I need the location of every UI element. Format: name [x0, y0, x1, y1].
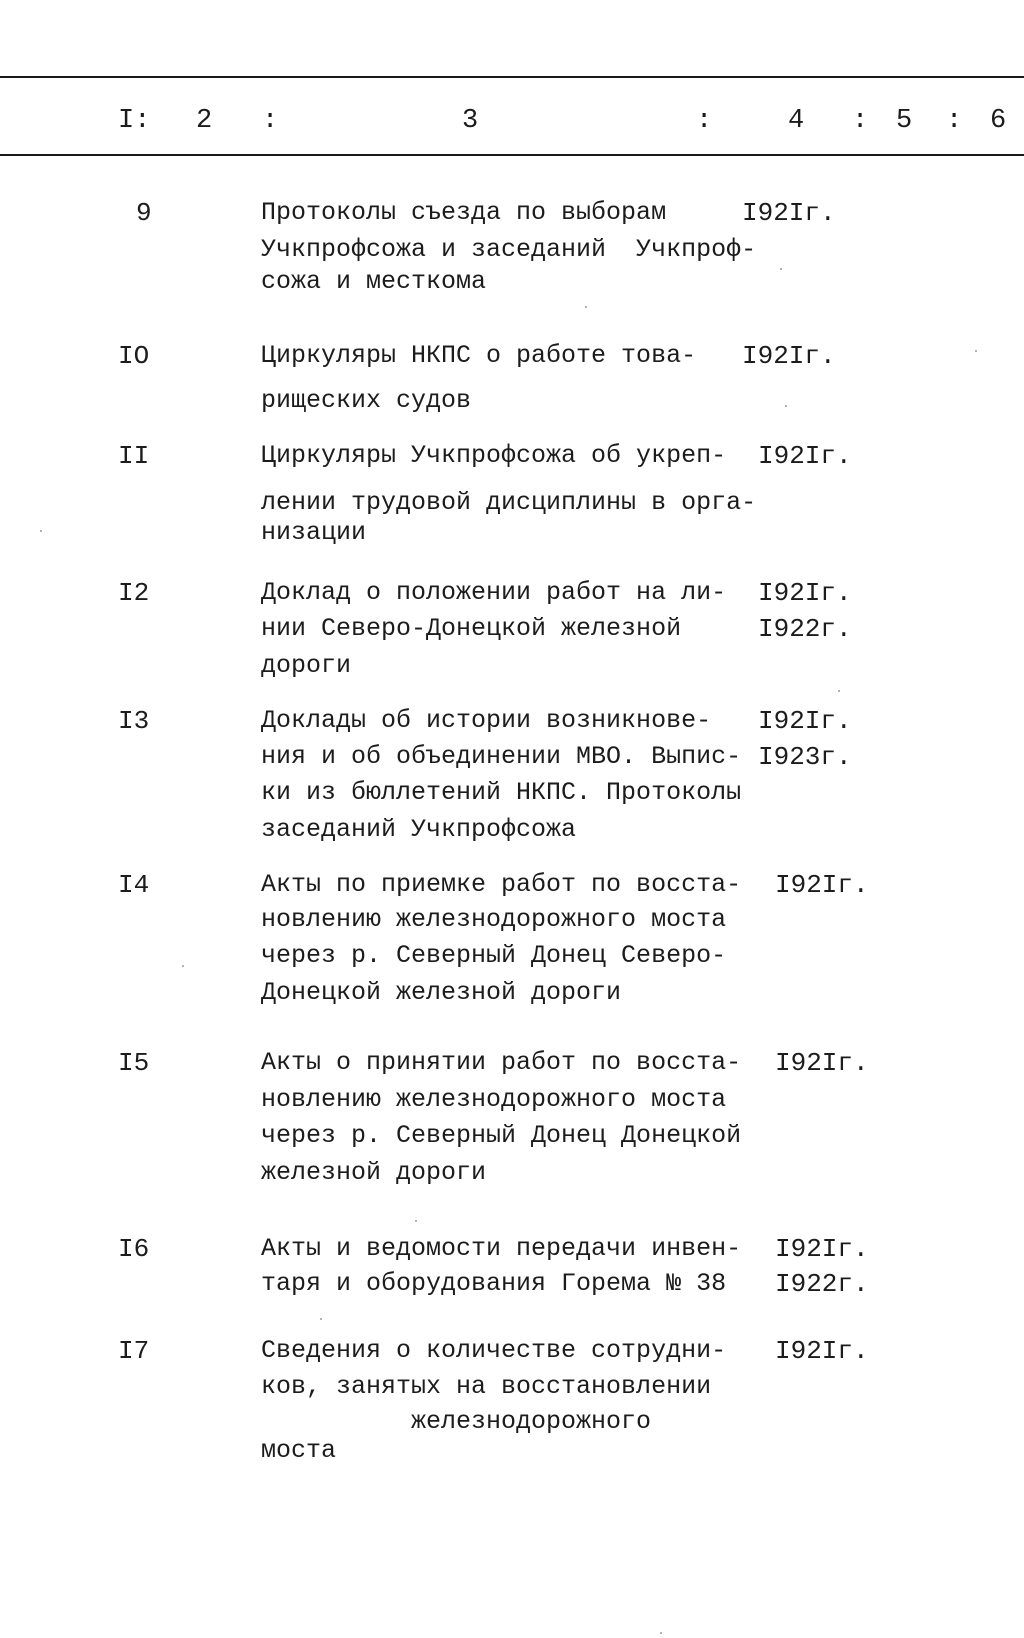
column-separator: : — [946, 106, 963, 136]
entry-title-line: низации — [261, 518, 367, 547]
entry-title-line: таря и оборудования Горема № 38 — [261, 1269, 727, 1298]
column-2-number: 2 — [196, 106, 213, 136]
entry-title-line: ки из бюллетений НКПС. Протоколы — [261, 778, 742, 807]
entry-date: I92Iг. — [758, 706, 852, 736]
entry-date: I923г. — [758, 742, 852, 772]
entry-title-line: Донецкой железной дороги — [261, 978, 622, 1007]
column-separator: : — [262, 106, 279, 136]
entry-date: I92Iг. — [775, 1234, 869, 1264]
scan-speck — [182, 965, 184, 967]
entry-date: I92Iг. — [775, 1048, 869, 1078]
entry-date: I92Iг. — [775, 870, 869, 900]
entry-title-line: сожа и месткома — [261, 267, 487, 296]
scan-speck — [585, 306, 587, 308]
header-bottom-rule — [0, 154, 1024, 156]
scan-speck — [660, 1632, 662, 1634]
entry-date: I922г. — [775, 1269, 869, 1299]
entry-number: I3 — [118, 706, 150, 736]
entry-title-line: железнодорожного — [261, 1407, 652, 1436]
column-separator: : — [696, 106, 713, 136]
entry-title-line: ков, занятых на восстановлении — [261, 1372, 712, 1401]
entry-date: I92Iг. — [758, 578, 852, 608]
scan-speck — [780, 268, 782, 270]
entry-number: I5 — [118, 1048, 150, 1078]
entry-title-line: Доклады об истории возникнове- — [261, 706, 712, 735]
entry-date: I922г. — [758, 614, 852, 644]
entry-title-line: Доклад о положении работ на ли- — [261, 578, 727, 607]
entry-title-line: моста — [261, 1436, 337, 1465]
entry-number: I6 — [118, 1234, 150, 1264]
column-3-number: 3 — [462, 106, 479, 136]
column-6-number: 6 — [990, 106, 1007, 136]
entry-title-line: Акты по приемке работ по восста- — [261, 870, 742, 899]
column-separator: : — [852, 106, 869, 136]
entry-number: I2 — [118, 578, 150, 608]
entry-number: I7 — [118, 1336, 150, 1366]
entry-title-line: Протоколы съезда по выборам — [261, 198, 667, 227]
entry-title-line: Учкпрофсожа и заседаний Учкпроф- — [261, 235, 757, 264]
scan-speck — [838, 690, 840, 692]
entry-title-line: ния и об объединении МВО. Выпис- — [261, 742, 742, 771]
entry-title-line: заседаний Учкпрофсожа — [261, 815, 577, 844]
entry-title-line: дороги — [261, 651, 352, 680]
header-top-rule — [0, 76, 1024, 78]
entry-number: 9 — [136, 198, 152, 228]
entry-date: I92Iг. — [758, 441, 852, 471]
entry-number: II — [118, 441, 150, 471]
entry-title-line: Сведения о количестве сотрудни- — [261, 1336, 727, 1365]
entry-title-line: рищеских судов — [261, 386, 472, 415]
entry-date: I92Iг. — [775, 1336, 869, 1366]
entry-number: IO — [118, 341, 150, 371]
entry-title-line: новлению железнодорожного моста — [261, 1085, 727, 1114]
scan-speck — [785, 405, 787, 407]
entry-date: I92Iг. — [742, 198, 836, 228]
scan-speck — [415, 1220, 417, 1222]
entry-title-line: нии Северо-Донецкой железной — [261, 614, 682, 643]
entry-title-line: новлению железнодорожного моста — [261, 905, 727, 934]
entry-title-line: Акты и ведомости передачи инвен- — [261, 1234, 742, 1263]
scan-speck — [320, 1318, 322, 1320]
entry-number: I4 — [118, 870, 150, 900]
column-1-number: I: — [118, 106, 151, 136]
entry-title-line: Циркуляры Учкпрофсожа об укреп- — [261, 441, 727, 470]
column-5-number: 5 — [896, 106, 913, 136]
entry-title-line: через р. Северный Донец Донецкой — [261, 1121, 742, 1150]
column-4-number: 4 — [788, 106, 805, 136]
scan-speck — [40, 530, 42, 532]
entry-title-line: железной дороги — [261, 1158, 487, 1187]
entry-date: I92Iг. — [742, 341, 836, 371]
entry-title-line: через р. Северный Донец Северо- — [261, 941, 727, 970]
entry-title-line: Циркуляры НКПС о работе това- — [261, 341, 697, 370]
entry-title-line: лении трудовой дисциплины в орга- — [261, 488, 757, 517]
scan-speck — [975, 350, 977, 352]
entry-title-line: Акты о принятии работ по восста- — [261, 1048, 742, 1077]
